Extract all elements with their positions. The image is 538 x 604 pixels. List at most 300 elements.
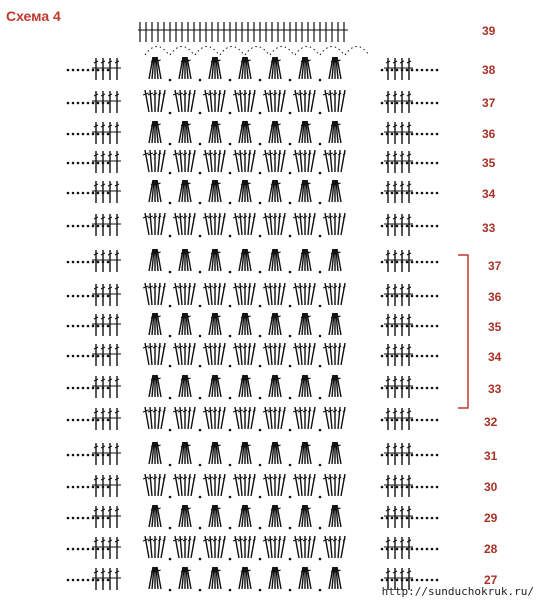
chain-dot: [436, 295, 439, 298]
chain-dot: [107, 355, 110, 358]
chain-dot: [92, 387, 95, 390]
row-label-upper: 38: [482, 63, 496, 77]
chain-dot: [259, 79, 262, 82]
chain-dot: [169, 527, 172, 530]
chain-dot: [411, 454, 414, 457]
chain-dot: [421, 69, 424, 72]
chain-dot: [411, 325, 414, 328]
row-label-repeat: 35: [488, 320, 502, 334]
chain-dot: [391, 355, 394, 358]
chain-dot: [72, 261, 75, 264]
stitch-line: [188, 150, 190, 172]
stitch-line: [308, 213, 310, 235]
chain-dot: [431, 192, 434, 195]
chain-dot: [72, 454, 75, 457]
chain-dot: [396, 486, 399, 489]
chain-dot: [199, 271, 202, 274]
chain-dot: [421, 387, 424, 390]
chain-dot: [259, 235, 262, 238]
chain-dot: [416, 325, 419, 328]
chain-dot: [72, 387, 75, 390]
chain-dot: [87, 486, 90, 489]
stitch-line: [278, 283, 280, 305]
chain-dot: [396, 579, 399, 582]
chain-dot: [431, 419, 434, 422]
chain-dot: [411, 225, 414, 228]
chain-dot: [416, 419, 419, 422]
stitch-line: [218, 343, 220, 365]
stitch-line: [248, 536, 250, 558]
chain-dot: [381, 69, 384, 72]
chain-dot: [421, 548, 424, 551]
chain-dot: [406, 69, 409, 72]
chain-dot: [107, 486, 110, 489]
chain-dot: [436, 102, 439, 105]
chain-dot: [431, 102, 434, 105]
chain-dot: [67, 192, 70, 195]
stitch-symbols: [67, 22, 439, 591]
chain-dot: [82, 486, 85, 489]
chain-dot: [72, 225, 75, 228]
chain-dot: [229, 589, 232, 592]
chain-dot: [87, 517, 90, 520]
stitch-line: [158, 90, 160, 112]
chain-dot: [199, 79, 202, 82]
chain-dot: [72, 579, 75, 582]
chain-dot: [97, 225, 100, 228]
stitch-line: [188, 90, 190, 112]
chain-dot: [436, 69, 439, 72]
chain-dot: [77, 133, 80, 136]
chain-dot: [431, 295, 434, 298]
chain-dot: [97, 548, 100, 551]
chain-dot: [391, 454, 394, 457]
chain-dot: [72, 102, 75, 105]
chain-dot: [396, 192, 399, 195]
chain-dot: [107, 133, 110, 136]
chain-dot: [436, 486, 439, 489]
chain-dot: [431, 162, 434, 165]
chain-dot: [406, 517, 409, 520]
stitch-line: [308, 407, 310, 429]
chain-dot: [92, 69, 95, 72]
chain-dot: [107, 261, 110, 264]
chain-dot: [77, 454, 80, 457]
row-label-upper: 33: [482, 221, 496, 235]
stitch-line: [278, 90, 280, 112]
chain-dot: [92, 548, 95, 551]
chain-dot: [259, 365, 262, 368]
stitch-line: [248, 283, 250, 305]
stitch-line: [188, 343, 190, 365]
chain-dot: [169, 365, 172, 368]
chain-dot: [97, 162, 100, 165]
chain-dot: [92, 162, 95, 165]
chain-dot: [72, 517, 75, 520]
chain-dot: [406, 133, 409, 136]
stitch-line: [248, 150, 250, 172]
row-label-repeat: 36: [488, 290, 502, 304]
chain-dot: [396, 261, 399, 264]
chain-dot: [319, 558, 322, 561]
chain-arc: [345, 47, 369, 56]
chain-dot: [416, 102, 419, 105]
row-label-lower: 30: [484, 480, 498, 494]
stitch-line: [188, 283, 190, 305]
chain-dot: [87, 261, 90, 264]
chain-dot: [416, 225, 419, 228]
chain-dot: [77, 261, 80, 264]
chain-dot: [169, 496, 172, 499]
chain-dot: [199, 527, 202, 530]
chain-dot: [229, 429, 232, 432]
stitch-line: [338, 213, 340, 235]
chain-dot: [381, 454, 384, 457]
chain-dot: [82, 355, 85, 358]
chain-dot: [199, 202, 202, 205]
chain-dot: [72, 355, 75, 358]
row-label-upper: 37: [482, 96, 496, 110]
chain-dot: [259, 589, 262, 592]
chain-dot: [82, 387, 85, 390]
chain-dot: [229, 527, 232, 530]
chain-arc: [170, 47, 194, 56]
chain-dot: [289, 558, 292, 561]
stitch-line: [278, 407, 280, 429]
chain-dot: [436, 192, 439, 195]
chain-dot: [72, 486, 75, 489]
chain-dot: [259, 335, 262, 338]
stitch-line: [338, 343, 340, 365]
chain-dot: [396, 295, 399, 298]
chain-dot: [436, 133, 439, 136]
stitch-line: [158, 150, 160, 172]
chain-dot: [396, 162, 399, 165]
scheme-title: Схема 4: [6, 8, 61, 24]
chain-dot: [416, 295, 419, 298]
chain-dot: [77, 102, 80, 105]
stitch-line: [158, 407, 160, 429]
chain-dot: [199, 464, 202, 467]
chain-dot: [436, 325, 439, 328]
stitch-line: [218, 213, 220, 235]
chain-dot: [199, 397, 202, 400]
chain-dot: [229, 202, 232, 205]
chain-dot: [107, 579, 110, 582]
chain-dot: [87, 162, 90, 165]
chain-dot: [421, 419, 424, 422]
chain-dot: [436, 225, 439, 228]
chain-dot: [319, 305, 322, 308]
chain-dot: [87, 355, 90, 358]
chain-dot: [169, 397, 172, 400]
chain-dot: [381, 102, 384, 105]
chain-dot: [396, 133, 399, 136]
chain-dot: [391, 517, 394, 520]
chain-dot: [97, 102, 100, 105]
chain-dot: [289, 365, 292, 368]
chain-dot: [169, 464, 172, 467]
chain-dot: [396, 225, 399, 228]
chain-arc: [270, 47, 294, 56]
chain-arc: [195, 47, 219, 56]
chain-dot: [67, 486, 70, 489]
chain-dot: [67, 419, 70, 422]
chain-dot: [72, 69, 75, 72]
chain-dot: [87, 548, 90, 551]
chain-dot: [82, 225, 85, 228]
chain-dot: [289, 235, 292, 238]
chain-dot: [199, 429, 202, 432]
chain-dot: [67, 69, 70, 72]
row-label-lower: 31: [484, 449, 498, 463]
chain-dot: [421, 225, 424, 228]
chain-dot: [87, 192, 90, 195]
chain-dot: [421, 517, 424, 520]
chain-dot: [82, 102, 85, 105]
chain-dot: [72, 295, 75, 298]
chain-dot: [87, 225, 90, 228]
chain-dot: [72, 548, 75, 551]
chain-dot: [436, 261, 439, 264]
chain-dot: [289, 496, 292, 499]
chain-dot: [381, 225, 384, 228]
chain-dot: [87, 454, 90, 457]
stitch-line: [308, 474, 310, 496]
chain-dot: [406, 325, 409, 328]
stitch-line: [218, 536, 220, 558]
chain-dot: [426, 102, 429, 105]
chain-dot: [92, 486, 95, 489]
chain-dot: [319, 271, 322, 274]
stitch-line: [338, 407, 340, 429]
chain-dot: [319, 172, 322, 175]
chain-dot: [289, 527, 292, 530]
chain-dot: [289, 589, 292, 592]
chain-dot: [199, 335, 202, 338]
chain-dot: [87, 579, 90, 582]
chain-dot: [169, 112, 172, 115]
chain-dot: [67, 295, 70, 298]
chain-dot: [72, 162, 75, 165]
chain-dot: [431, 387, 434, 390]
chain-dot: [87, 102, 90, 105]
stitch-line: [338, 283, 340, 305]
chain-arc: [145, 47, 169, 56]
chain-dot: [199, 143, 202, 146]
chain-dot: [259, 496, 262, 499]
chain-dot: [259, 527, 262, 530]
stitch-line: [158, 213, 160, 235]
chain-dot: [82, 69, 85, 72]
chain-dot: [229, 305, 232, 308]
chain-dot: [82, 325, 85, 328]
chain-dot: [406, 225, 409, 228]
chain-dot: [411, 261, 414, 264]
chain-dot: [406, 355, 409, 358]
chain-dot: [396, 325, 399, 328]
stitch-line: [218, 283, 220, 305]
chain-dot: [82, 295, 85, 298]
chain-dot: [426, 261, 429, 264]
chain-dot: [391, 419, 394, 422]
chain-dot: [421, 261, 424, 264]
chain-dot: [319, 429, 322, 432]
chain-dot: [77, 69, 80, 72]
chain-dot: [381, 387, 384, 390]
stitch-line: [188, 213, 190, 235]
chain-dot: [391, 295, 394, 298]
chain-dot: [416, 548, 419, 551]
chain-dot: [92, 102, 95, 105]
chain-dot: [229, 365, 232, 368]
chain-dot: [67, 355, 70, 358]
chain-dot: [199, 305, 202, 308]
row-label-lower: 32: [484, 415, 498, 429]
chain-dot: [319, 202, 322, 205]
chain-dot: [416, 192, 419, 195]
chain-dot: [87, 133, 90, 136]
chain-dot: [169, 558, 172, 561]
chain-dot: [319, 143, 322, 146]
chain-dot: [431, 486, 434, 489]
stitch-line: [278, 150, 280, 172]
chain-dot: [431, 579, 434, 582]
chain-dot: [391, 162, 394, 165]
chain-dot: [92, 517, 95, 520]
chain-dot: [381, 162, 384, 165]
chain-dot: [391, 486, 394, 489]
row-label-upper: 36: [482, 127, 496, 141]
chain-dot: [229, 235, 232, 238]
chain-dot: [416, 486, 419, 489]
stitch-line: [188, 536, 190, 558]
chain-dot: [169, 271, 172, 274]
chain-dot: [259, 112, 262, 115]
chain-dot: [421, 454, 424, 457]
chain-dot: [107, 162, 110, 165]
chain-dot: [396, 69, 399, 72]
chain-dot: [426, 387, 429, 390]
stitch-line: [248, 474, 250, 496]
chain-dot: [97, 261, 100, 264]
chain-dot: [87, 69, 90, 72]
chain-dot: [289, 271, 292, 274]
chain-dot: [92, 192, 95, 195]
chain-dot: [416, 355, 419, 358]
chain-dot: [229, 558, 232, 561]
chain-dot: [92, 225, 95, 228]
chain-dot: [259, 397, 262, 400]
stitch-line: [188, 407, 190, 429]
chain-dot: [391, 261, 394, 264]
chain-dot: [391, 225, 394, 228]
chain-dot: [82, 162, 85, 165]
chain-dot: [97, 295, 100, 298]
chain-dot: [97, 486, 100, 489]
chain-dot: [67, 579, 70, 582]
stitch-line: [308, 90, 310, 112]
chain-dot: [67, 517, 70, 520]
chain-dot: [169, 202, 172, 205]
chain-dot: [77, 579, 80, 582]
chain-dot: [77, 517, 80, 520]
row-label-lower: 28: [484, 542, 498, 556]
chain-dot: [67, 133, 70, 136]
chain-dot: [436, 548, 439, 551]
stitch-line: [218, 407, 220, 429]
stitch-line: [218, 90, 220, 112]
chain-dot: [436, 579, 439, 582]
row-label-upper: 39: [482, 24, 496, 38]
chain-dot: [426, 579, 429, 582]
chain-dot: [92, 295, 95, 298]
chain-dot: [82, 548, 85, 551]
chain-dot: [289, 202, 292, 205]
row-label-lower: 27: [484, 573, 498, 587]
chain-dot: [319, 235, 322, 238]
chain-dot: [416, 261, 419, 264]
stitch-line: [248, 90, 250, 112]
chain-dot: [97, 192, 100, 195]
stitch-line: [338, 474, 340, 496]
stitch-line: [308, 283, 310, 305]
chain-dot: [259, 558, 262, 561]
chain-dot: [289, 397, 292, 400]
chain-dot: [199, 235, 202, 238]
chain-dot: [436, 355, 439, 358]
chain-dot: [77, 548, 80, 551]
chain-dot: [92, 133, 95, 136]
stitch-line: [158, 283, 160, 305]
chain-dot: [67, 225, 70, 228]
chain-dot: [107, 454, 110, 457]
chain-dot: [426, 486, 429, 489]
stitch-line: [248, 213, 250, 235]
chain-dot: [97, 355, 100, 358]
chain-dot: [169, 79, 172, 82]
chain-dot: [421, 162, 424, 165]
chain-dot: [87, 387, 90, 390]
chain-dot: [381, 133, 384, 136]
chain-dot: [381, 192, 384, 195]
chain-dot: [426, 325, 429, 328]
chain-dot: [97, 325, 100, 328]
chain-dot: [426, 133, 429, 136]
chain-dot: [72, 192, 75, 195]
chain-dot: [396, 548, 399, 551]
chain-dot: [77, 355, 80, 358]
chain-dot: [169, 589, 172, 592]
chain-dot: [381, 355, 384, 358]
chain-dot: [107, 192, 110, 195]
chain-dot: [199, 365, 202, 368]
chain-dot: [319, 365, 322, 368]
chain-dot: [406, 295, 409, 298]
stitch-line: [158, 536, 160, 558]
chain-dot: [391, 69, 394, 72]
chain-dot: [431, 548, 434, 551]
chain-dot: [107, 517, 110, 520]
stitch-line: [218, 474, 220, 496]
chain-dot: [107, 419, 110, 422]
chain-dot: [421, 486, 424, 489]
chain-dot: [169, 335, 172, 338]
chain-dot: [259, 464, 262, 467]
chain-dot: [421, 325, 424, 328]
chain-dot: [77, 486, 80, 489]
chain-dot: [426, 548, 429, 551]
